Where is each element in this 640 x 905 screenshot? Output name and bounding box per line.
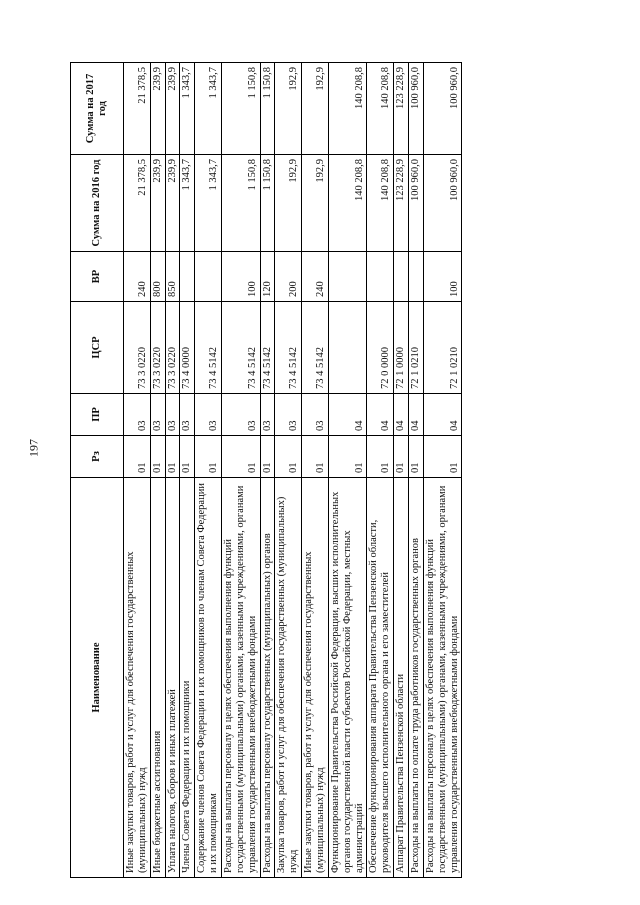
cell-sum-2016: 123 228,9 — [394, 155, 409, 252]
cell-sum-2017: 21 378,5 — [124, 63, 151, 155]
cell-sum-2017: 1 150,8 — [222, 63, 261, 155]
cell-sum-2017: 140 208,8 — [367, 63, 394, 155]
cell-sum-2016: 1 150,8 — [260, 155, 275, 252]
cell-pr: 04 — [409, 394, 424, 436]
header-sum-2016: Сумма на 2016 год — [71, 155, 124, 252]
cell-vr — [394, 252, 409, 302]
cell-rz: 01 — [222, 436, 261, 478]
cell-sum-2016: 1 343,7 — [180, 155, 195, 252]
cell-sum-2016: 140 208,8 — [328, 155, 367, 252]
cell-csr: 72 1 0210 — [423, 302, 462, 394]
cell-sum-2016: 100 960,0 — [423, 155, 462, 252]
table-row — [367, 63, 394, 878]
table-row — [150, 63, 165, 878]
cell-name: Иные закупки товаров, работ и услуг для обеспечения государственных (муниципальных) нужд — [124, 478, 151, 878]
header-rz: Рз — [71, 436, 124, 478]
cell-rz: 01 — [124, 436, 151, 478]
table-row — [394, 63, 409, 878]
cell-name: Члены Совета Федерации и их помощники — [180, 478, 195, 878]
cell-name: Иные закупки товаров, работ и услуг для обеспечения государственных (муниципальных) нужд — [302, 478, 329, 878]
cell-sum-2017: 100 960,0 — [423, 63, 462, 155]
cell-sum-2016: 239,9 — [165, 155, 180, 252]
cell-name: Расходы на выплаты персоналу в целях обеспечения выполнения функций государственными (муниципальными) органами, казенными учреждениями, органами управления государственными внебюджетными фондами — [423, 478, 462, 878]
cell-name: Обеспечение функционирования аппарата Правительства Пензенской области, руководителя высшего исполнительного органа и его заместителей — [367, 478, 394, 878]
cell-sum-2017: 1 343,7 — [195, 63, 222, 155]
cell-rz: 01 — [165, 436, 180, 478]
cell-csr: 72 1 0000 — [394, 302, 409, 394]
cell-csr: 73 4 5142 — [260, 302, 275, 394]
page-number: 197 — [26, 439, 41, 457]
table-row — [275, 63, 302, 878]
cell-vr: 240 — [124, 252, 151, 302]
cell-name: Расходы на выплаты по оплате труда работников государственных органов — [409, 478, 424, 878]
cell-vr — [328, 252, 367, 302]
table-row — [124, 63, 151, 878]
table-row — [409, 63, 424, 878]
cell-sum-2017: 1 150,8 — [260, 63, 275, 155]
cell-pr: 04 — [394, 394, 409, 436]
table-row — [222, 63, 261, 878]
cell-vr: 800 — [150, 252, 165, 302]
cell-csr: 73 3 0220 — [165, 302, 180, 394]
cell-sum-2017: 1 343,7 — [180, 63, 195, 155]
cell-name: Содержание членов Совета Федерации и их помощников по членам Совета Федерации и их помощникам — [195, 478, 222, 878]
cell-sum-2016: 100 960,0 — [409, 155, 424, 252]
table-row — [302, 63, 329, 878]
cell-vr: 240 — [302, 252, 329, 302]
cell-name: Иные бюджетные ассигнования — [150, 478, 165, 878]
cell-pr: 03 — [124, 394, 151, 436]
cell-pr: 03 — [195, 394, 222, 436]
table-body — [124, 63, 462, 878]
budget-table — [70, 62, 462, 878]
cell-csr — [328, 302, 367, 394]
cell-csr: 73 4 5142 — [302, 302, 329, 394]
cell-rz: 01 — [328, 436, 367, 478]
header-pr: ПР — [71, 394, 124, 436]
cell-vr — [409, 252, 424, 302]
cell-pr: 03 — [275, 394, 302, 436]
cell-name: Уплата налогов, сборов и иных платежей — [165, 478, 180, 878]
cell-name: Аппарат Правительства Пензенской области — [394, 478, 409, 878]
cell-rz: 01 — [260, 436, 275, 478]
cell-csr: 72 1 0210 — [409, 302, 424, 394]
cell-sum-2016: 21 378,5 — [124, 155, 151, 252]
cell-sum-2017: 239,9 — [165, 63, 180, 155]
cell-name: Расходы на выплаты персоналу в целях обеспечения выполнения функций государственными (муниципальными) органами, казенными учреждениями, органами управления государственными внебюджетными фондами — [222, 478, 261, 878]
cell-pr: 03 — [260, 394, 275, 436]
cell-vr: 200 — [275, 252, 302, 302]
cell-rz: 01 — [394, 436, 409, 478]
cell-pr: 03 — [150, 394, 165, 436]
cell-sum-2016: 1 343,7 — [195, 155, 222, 252]
cell-rz: 01 — [302, 436, 329, 478]
cell-pr: 03 — [222, 394, 261, 436]
cell-csr: 73 4 0000 — [180, 302, 195, 394]
cell-csr: 73 4 5142 — [275, 302, 302, 394]
header-csr: ЦСР — [71, 302, 124, 394]
table-row — [260, 63, 275, 878]
cell-pr: 04 — [367, 394, 394, 436]
cell-vr: 100 — [222, 252, 261, 302]
cell-sum-2016: 1 150,8 — [222, 155, 261, 252]
cell-sum-2017: 140 208,8 — [328, 63, 367, 155]
cell-sum-2016: 192,9 — [302, 155, 329, 252]
cell-rz: 01 — [275, 436, 302, 478]
cell-rz: 01 — [423, 436, 462, 478]
table-row — [165, 63, 180, 878]
cell-pr: 03 — [180, 394, 195, 436]
cell-rz: 01 — [367, 436, 394, 478]
cell-csr: 73 3 0220 — [124, 302, 151, 394]
cell-rz: 01 — [195, 436, 222, 478]
cell-vr: 850 — [165, 252, 180, 302]
cell-sum-2017: 192,9 — [302, 63, 329, 155]
cell-sum-2017: 100 960,0 — [409, 63, 424, 155]
cell-rz: 01 — [180, 436, 195, 478]
cell-vr — [367, 252, 394, 302]
cell-vr: 120 — [260, 252, 275, 302]
cell-name: Расходы на выплаты персоналу государственных (муниципальных) органов — [260, 478, 275, 878]
cell-rz: 01 — [150, 436, 165, 478]
cell-csr: 73 3 0220 — [150, 302, 165, 394]
cell-pr: 03 — [165, 394, 180, 436]
header-vr: ВР — [71, 252, 124, 302]
header-name: Наименование — [71, 478, 124, 878]
cell-rz: 01 — [409, 436, 424, 478]
cell-pr: 03 — [302, 394, 329, 436]
cell-vr — [180, 252, 195, 302]
cell-name: Закупка товаров, работ и услуг для обеспечения государственных (муниципальных) нужд — [275, 478, 302, 878]
cell-vr: 100 — [423, 252, 462, 302]
table-row — [195, 63, 222, 878]
cell-name: Функционирование Правительства Российской Федерации, высших исполнительных органов государственной власти субъектов Российской Федерации, местных администраций — [328, 478, 367, 878]
budget-table-frame — [70, 63, 576, 878]
header-sum-2017: Сумма на 2017 год — [71, 63, 124, 155]
cell-vr — [195, 252, 222, 302]
table-row — [180, 63, 195, 878]
cell-sum-2016: 192,9 — [275, 155, 302, 252]
cell-sum-2017: 239,9 — [150, 63, 165, 155]
table-header-row — [71, 63, 124, 878]
cell-csr: 73 4 5142 — [195, 302, 222, 394]
cell-sum-2016: 239,9 — [150, 155, 165, 252]
cell-pr: 04 — [423, 394, 462, 436]
cell-sum-2017: 192,9 — [275, 63, 302, 155]
table-row — [423, 63, 462, 878]
cell-sum-2016: 140 208,8 — [367, 155, 394, 252]
cell-csr: 73 4 5142 — [222, 302, 261, 394]
cell-sum-2017: 123 228,9 — [394, 63, 409, 155]
cell-csr: 72 0 0000 — [367, 302, 394, 394]
cell-pr: 04 — [328, 394, 367, 436]
table-row — [328, 63, 367, 878]
